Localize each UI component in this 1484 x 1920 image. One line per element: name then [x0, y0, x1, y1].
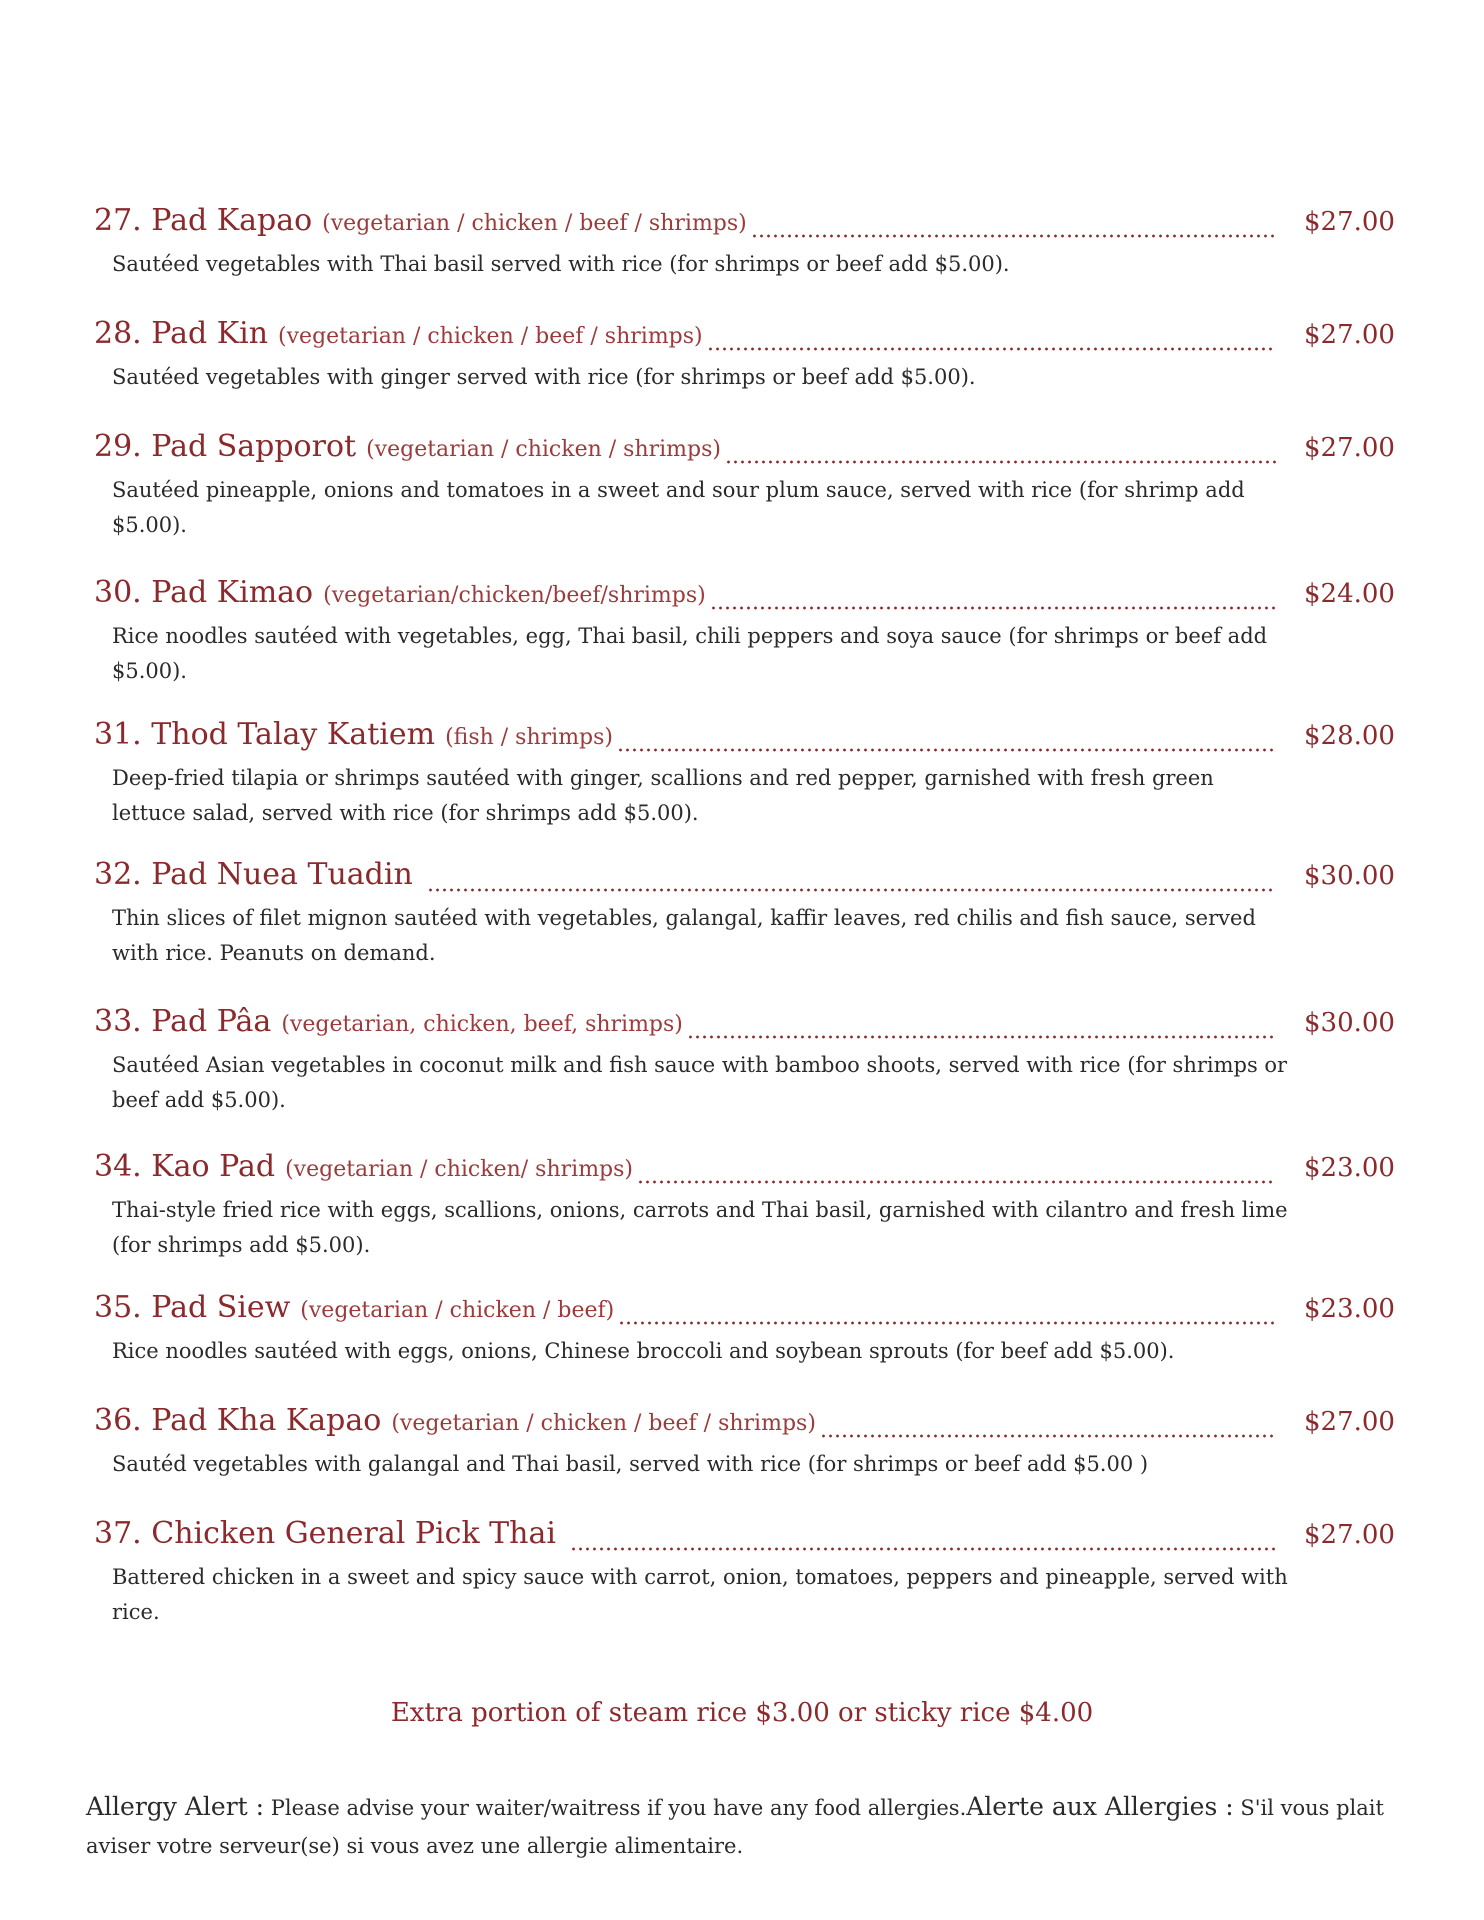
menu-item-header [94, 316, 1394, 360]
item-name: 29. Pad Sapporot [94, 429, 357, 464]
dot-leader [570, 1546, 1276, 1552]
allergy-alert [86, 1788, 1386, 1865]
item-name: 33. Pad Pâa [94, 1004, 272, 1039]
item-variants: (vegetarian / chicken / beef / shrimps) [278, 324, 703, 349]
item-variants: (vegetarian / chicken / beef) [300, 1298, 615, 1323]
item-description: Sautéed vegetables with ginger served with rice (for shrimps or beef add $5.00). [112, 365, 976, 389]
item-description: Sautéed Asian vegetables in coconut milk and fish sauce with bamboo shoots, served with rice (for shrimps or beef add $5.00). [112, 1053, 1288, 1112]
item-name: 27. Pad Kapao [94, 203, 313, 238]
dot-leader [707, 346, 1276, 352]
item-variants: (vegetarian / chicken / beef / shrimps) [322, 211, 747, 236]
dot-leader [687, 1034, 1276, 1040]
menu-item-header [94, 1403, 1394, 1447]
item-description: Deep-fried tilapia or shrimps sautéed with ginger, scallions and red pepper, garnished with fresh green lettuce salad, served with rice (for shrimps add $5.00). [112, 766, 1214, 825]
menu-item [94, 1403, 1394, 1516]
item-price: $30.00 [1304, 861, 1395, 891]
menu-item-header [94, 203, 1394, 247]
item-description: Rice noodles sautéed with eggs, onions, Chinese broccoli and soybean sprouts (for beef add $5.00). [112, 1339, 1175, 1363]
item-price: $27.00 [1304, 1407, 1395, 1437]
item-description: Thai-style fried rice with eggs, scallions, onions, carrots and Thai basil, garnished with cilantro and fresh lime (for shrimps add $5.00). [112, 1198, 1288, 1257]
menu-item [94, 1290, 1394, 1403]
menu-items-list [94, 203, 1394, 1629]
menu-item [94, 717, 1394, 857]
menu-item [94, 316, 1394, 429]
menu-item-header [94, 429, 1394, 473]
dot-leader [637, 1179, 1276, 1185]
item-name: 30. Pad Kimao [94, 575, 314, 610]
item-price: $27.00 [1304, 1520, 1395, 1550]
item-price: $28.00 [1304, 721, 1395, 751]
menu-item [94, 203, 1394, 316]
menu-item [94, 575, 1394, 717]
allergy-text-fr: S'il vous plait aviser votre serveur(se) si vous avez une allergie alimentaire. [86, 1796, 1384, 1858]
item-description: Sautéd vegetables with galangal and Thai basil, served with rice (for shrimps or beef add $5.00 ) [112, 1452, 1149, 1476]
item-price: $27.00 [1304, 320, 1395, 350]
menu-item [94, 857, 1394, 1004]
menu-item [94, 1149, 1394, 1290]
item-variants: (vegetarian, chicken, beef, shrimps) [281, 1012, 683, 1037]
item-variants: (vegetarian / chicken / shrimps) [366, 437, 721, 462]
menu-item-header [94, 575, 1394, 619]
item-price: $24.00 [1304, 579, 1395, 609]
item-name: 35. Pad Siew [94, 1290, 291, 1325]
allergy-label-fr: Alerte aux Allergies : [966, 1792, 1234, 1821]
item-variants: (vegetarian / chicken / beef / shrimps) [391, 1411, 816, 1436]
item-price: $23.00 [1304, 1153, 1395, 1183]
menu-item-header [94, 717, 1394, 761]
item-description: Battered chicken in a sweet and spicy sauce with carrot, onion, tomatoes, peppers and pineapple, served with rice. [112, 1565, 1288, 1624]
menu-item-header [94, 1004, 1394, 1048]
item-description: Sautéed pineapple, onions and tomatoes in a sweet and sour plum sauce, served with rice (for shrimp add $5.00). [112, 478, 1245, 537]
allergy-text-en: Please advise your waiter/waitress if you have any food allergies. [270, 1796, 967, 1820]
item-name: 37. Chicken General Pick Thai [94, 1516, 556, 1551]
menu-item [94, 429, 1394, 575]
menu-item-header [94, 857, 1394, 901]
item-variants: (vegetarian / chicken/ shrimps) [285, 1157, 634, 1182]
dot-leader [427, 887, 1276, 893]
item-name: 28. Pad Kin [94, 316, 269, 351]
dot-leader [617, 747, 1276, 753]
dot-leader [725, 459, 1276, 465]
item-description: Sautéed vegetables with Thai basil served with rice (for shrimps or beef add $5.00). [112, 252, 1010, 276]
item-price: $27.00 [1304, 207, 1395, 237]
item-description: Thin slices of filet mignon sautéed with vegetables, galangal, kaffir leaves, red chilis and fish sauce, served with rice. Peanuts on demand. [112, 906, 1256, 965]
extra-rice-note: Extra portion of steam rice $3.00 or sticky rice $4.00 [390, 1698, 1094, 1728]
item-price: $27.00 [1304, 433, 1395, 463]
item-name: 32. Pad Nuea Tuadin [94, 857, 413, 892]
item-name: 31. Thod Talay Katiem [94, 717, 436, 752]
allergy-label-en: Allergy Alert : [86, 1792, 265, 1821]
dot-leader [710, 605, 1276, 611]
item-variants: (vegetarian/chicken/beef/shrimps) [323, 583, 706, 608]
item-variants: (fish / shrimps) [445, 725, 614, 750]
item-price: $23.00 [1304, 1294, 1395, 1324]
item-description: Rice noodles sautéed with vegetables, egg, Thai basil, chili peppers and soya sauce (for shrimps or beef add $5.00). [112, 624, 1268, 683]
item-name: 34. Kao Pad [94, 1149, 276, 1184]
item-name: 36. Pad Kha Kapao [94, 1403, 382, 1438]
dot-leader [618, 1320, 1276, 1326]
menu-item-header [94, 1516, 1394, 1560]
menu-item [94, 1516, 1394, 1629]
menu-item-header [94, 1290, 1394, 1334]
dot-leader [751, 233, 1276, 239]
menu-item-header [94, 1149, 1394, 1193]
item-price: $30.00 [1304, 1008, 1395, 1038]
menu-item [94, 1004, 1394, 1149]
dot-leader [820, 1433, 1276, 1439]
